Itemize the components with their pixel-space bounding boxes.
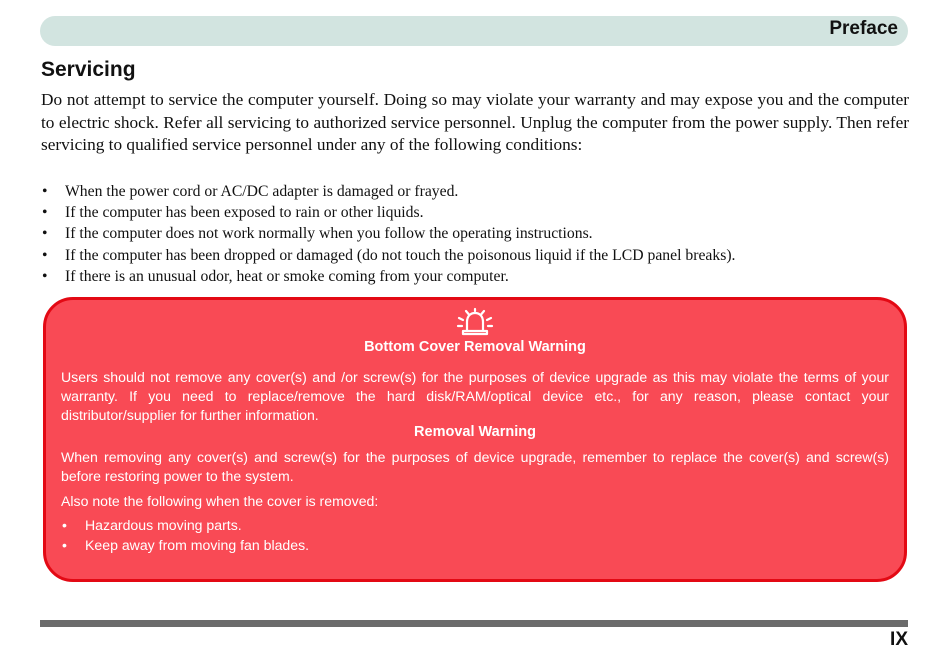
removal-warning-heading: Removal Warning [414, 424, 536, 440]
list-item: • When the power cord or AC/DC adapter is damaged or frayed. [41, 181, 909, 202]
header-bar [40, 16, 908, 46]
header-title: Preface [829, 18, 898, 39]
page-number: IX [890, 629, 908, 650]
conditions-list [41, 181, 909, 287]
removal-warning-text: When removing any cover(s) and screw(s) for the purposes of device upgrade, remember to replace the cover(s) and screw(s) before restoring power to the system. [61, 449, 889, 484]
list-item: • If the computer has been exposed to rain or other liquids. [41, 202, 909, 223]
section-title: Servicing [41, 58, 136, 81]
intro-paragraph: Do not attempt to service the computer yourself. Doing so may violate your warranty and may expose you and the computer to electric shock. Refer all servicing to authorized service personnel. Unplug the computer from the power supply. Then refer servicing to qualified service personnel under any of the following conditions: [41, 90, 909, 154]
list-item: • If the computer has been dropped or damaged (do not touch the poisonous liquid if the LCD panel breaks). [41, 245, 909, 266]
list-item: • Keep away from moving fan blades. [61, 535, 889, 555]
footer-bar [40, 620, 908, 627]
list-item: • If there is an unusual odor, heat or smoke coming from your computer. [41, 266, 909, 287]
list-item: • If the computer does not work normally when you follow the operating instructions. [41, 223, 909, 244]
bottom-cover-warning-text: Users should not remove any cover(s) and /or screw(s) for the purposes of device upgrade as this may violate the terms of your warranty. If you need to replace/remove the hard disk/RAM/optical device etc., for any reason, please contact your distributor/supplier for further information. [61, 369, 889, 423]
alarm-bell-icon [455, 307, 495, 337]
bottom-cover-warning-heading: Bottom Cover Removal Warning [364, 339, 586, 355]
list-item: • Hazardous moving parts. [61, 515, 889, 535]
cover-removed-note: Also note the following when the cover is removed: [61, 493, 379, 509]
hazard-list [61, 515, 889, 555]
